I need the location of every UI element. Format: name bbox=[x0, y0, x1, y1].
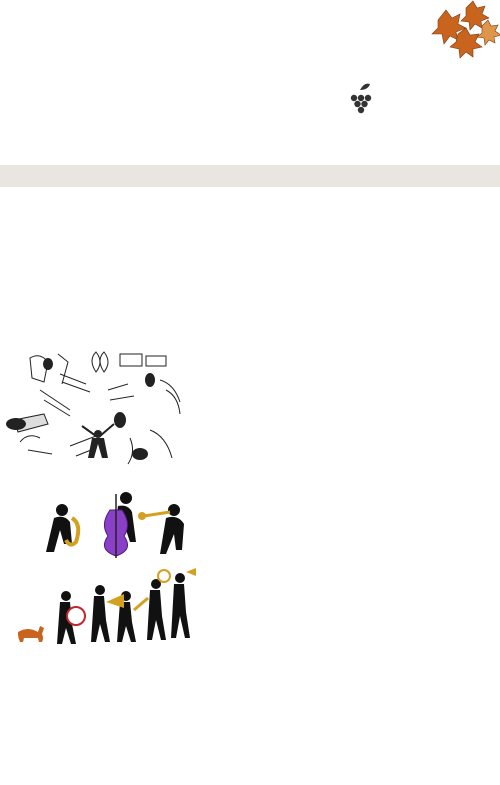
edito-header-bar bbox=[0, 165, 500, 187]
bottle-row-bottom bbox=[0, 750, 500, 785]
brass-band-illustration bbox=[10, 566, 200, 654]
bottle-row-top bbox=[0, 68, 355, 120]
autumn-leaves-illustration bbox=[428, 0, 500, 66]
jazz-band-illustration bbox=[40, 488, 200, 566]
symphony-orchestra-illustration bbox=[0, 350, 196, 468]
